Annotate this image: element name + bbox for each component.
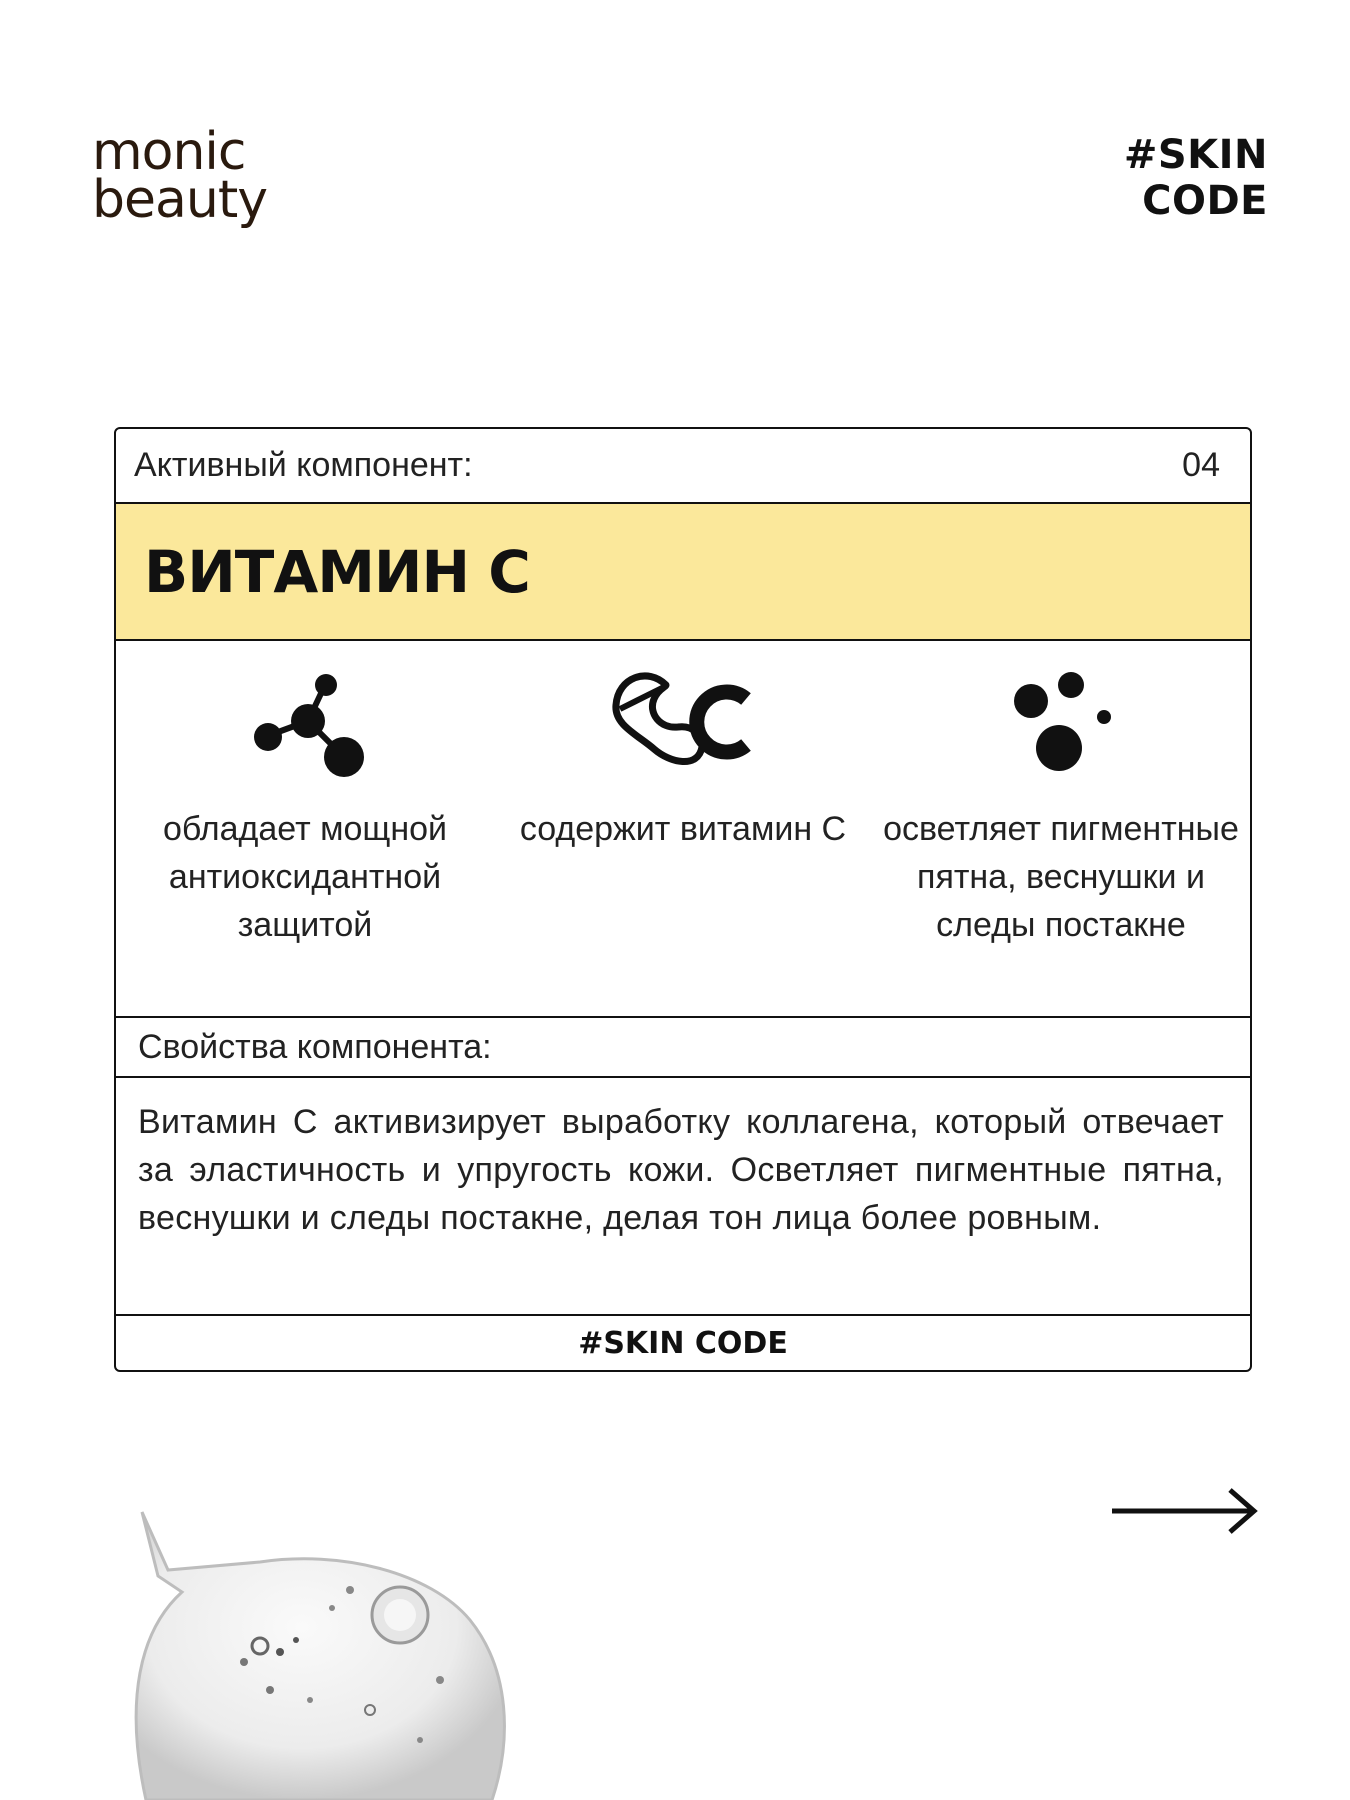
ingredient-title: ВИТАМИН С	[144, 537, 530, 606]
tag-line-2: CODE	[1142, 178, 1268, 224]
feature-text: осветляет пигментные пятна, веснушки и следы постакне	[883, 810, 1239, 944]
card-footer	[116, 1316, 1250, 1370]
properties-label: Свойства компонента:	[138, 1027, 492, 1066]
active-component-label: Активный компонент:	[134, 446, 473, 484]
card-title-band	[116, 504, 1250, 641]
card-number: 04	[1182, 446, 1220, 484]
logo-line-1: monic	[92, 122, 246, 182]
card-header	[116, 429, 1250, 504]
feature-text: обладает мощной антиоксидантной защитой	[162, 810, 448, 944]
arrow-right-icon[interactable]	[1112, 1486, 1260, 1536]
dots-icon	[996, 665, 1126, 785]
ingredient-card	[114, 427, 1252, 1372]
properties-description: Витамин С активизирует выработку коллагена, который отвечает за эластичность и упругость кожи. Осветляет пигментные пятна, веснушки и следы постакне, делая тон лица более ровным.	[116, 1078, 1250, 1316]
feature-brightening	[872, 641, 1250, 1016]
capsule-vitamin-c-icon	[608, 665, 758, 785]
feature-antioxidant	[116, 641, 494, 1016]
logo-line-2: beauty	[92, 170, 267, 230]
card-footer-tag: #SKIN CODE	[578, 1325, 788, 1361]
feature-contains	[494, 641, 872, 1016]
molecule-icon	[240, 665, 370, 785]
properties-header	[116, 1018, 1250, 1078]
features-row	[116, 641, 1250, 1018]
skin-code-tag	[1124, 132, 1268, 224]
serum-drop-image	[120, 1500, 520, 1800]
feature-text: содержит витамин С	[519, 810, 847, 848]
tag-line-1: #SKIN	[1123, 132, 1268, 178]
brand-logo	[92, 122, 267, 230]
